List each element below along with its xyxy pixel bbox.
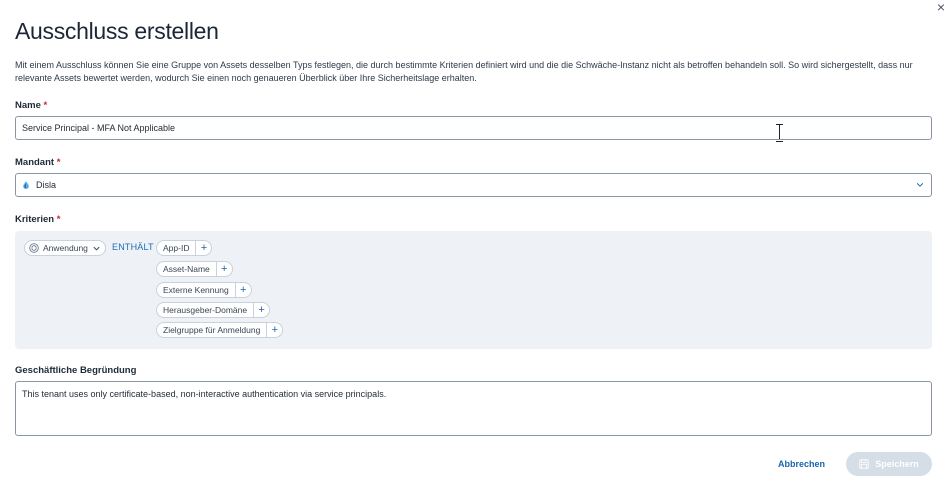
- add-icon[interactable]: +: [253, 303, 269, 317]
- add-icon[interactable]: +: [266, 323, 282, 337]
- required-mark: *: [56, 214, 61, 225]
- begruendung-textarea[interactable]: [15, 381, 932, 436]
- criteria-value-pill: [156, 240, 212, 256]
- criteria-operator[interactable]: ENTHÄLT: [112, 242, 154, 252]
- application-icon: [29, 243, 39, 253]
- mandant-label: Mandant *: [15, 157, 61, 168]
- criteria-value-pill: [156, 282, 252, 298]
- criteria-value-label: App-ID: [163, 243, 190, 253]
- add-icon[interactable]: +: [195, 241, 211, 255]
- add-icon[interactable]: +: [216, 262, 232, 276]
- criteria-type-selector[interactable]: [24, 240, 106, 256]
- begruendung-value: This tenant uses only certificate-based, non-interactive authentication via service principals.: [22, 389, 387, 399]
- criteria-panel: [15, 231, 932, 349]
- criteria-value-label: Zielgruppe für Anmeldung: [163, 325, 261, 335]
- mandant-select[interactable]: [15, 173, 932, 197]
- save-button-label: Speichern: [875, 459, 919, 469]
- name-label: Name *: [15, 100, 48, 111]
- dialog-description: Mit einem Ausschluss können Sie eine Gruppe von Assets desselben Typs festlegen, die durch bestimmte Kriterien definiert wird und die die Schwäche-Instanz nicht als betroffen behandeln soll. So wird sichergestellt, dass nur relevante Assets bewertet werden, wodurch Sie einen noch genaueren Überblick über Ihre Sicherheitslage erhalten.: [15, 60, 913, 83]
- kriterien-label: Kriterien *: [15, 214, 61, 225]
- chevron-down-icon[interactable]: [916, 181, 924, 189]
- add-icon[interactable]: +: [235, 283, 251, 297]
- save-button[interactable]: [846, 452, 932, 476]
- chevron-down-icon: [92, 244, 101, 253]
- criteria-value-label: Herausgeber-Domäne: [163, 305, 248, 315]
- criteria-value-pill: [156, 322, 283, 338]
- required-mark: *: [56, 157, 61, 168]
- text-cursor-icon: [776, 124, 784, 140]
- mandant-value: Disla: [36, 180, 57, 190]
- criteria-value-label: Asset-Name: [163, 264, 210, 274]
- required-mark: *: [43, 100, 48, 111]
- tenant-drop-icon: [22, 181, 30, 189]
- save-icon: [859, 459, 869, 469]
- name-input[interactable]: [15, 116, 932, 140]
- dialog-title: Ausschluss erstellen: [15, 18, 219, 44]
- begruendung-label: Geschäftliche Begründung: [15, 365, 137, 376]
- close-icon[interactable]: ×: [936, 0, 945, 15]
- criteria-value-pill: [156, 261, 233, 277]
- cancel-button[interactable]: Abbrechen: [778, 459, 826, 469]
- name-input-value: Service Principal - MFA Not Applicable: [22, 123, 176, 133]
- criteria-value-label: Externe Kennung: [163, 285, 229, 295]
- criteria-value-pill: [156, 302, 270, 318]
- criteria-type-label: Anwendung: [43, 243, 88, 253]
